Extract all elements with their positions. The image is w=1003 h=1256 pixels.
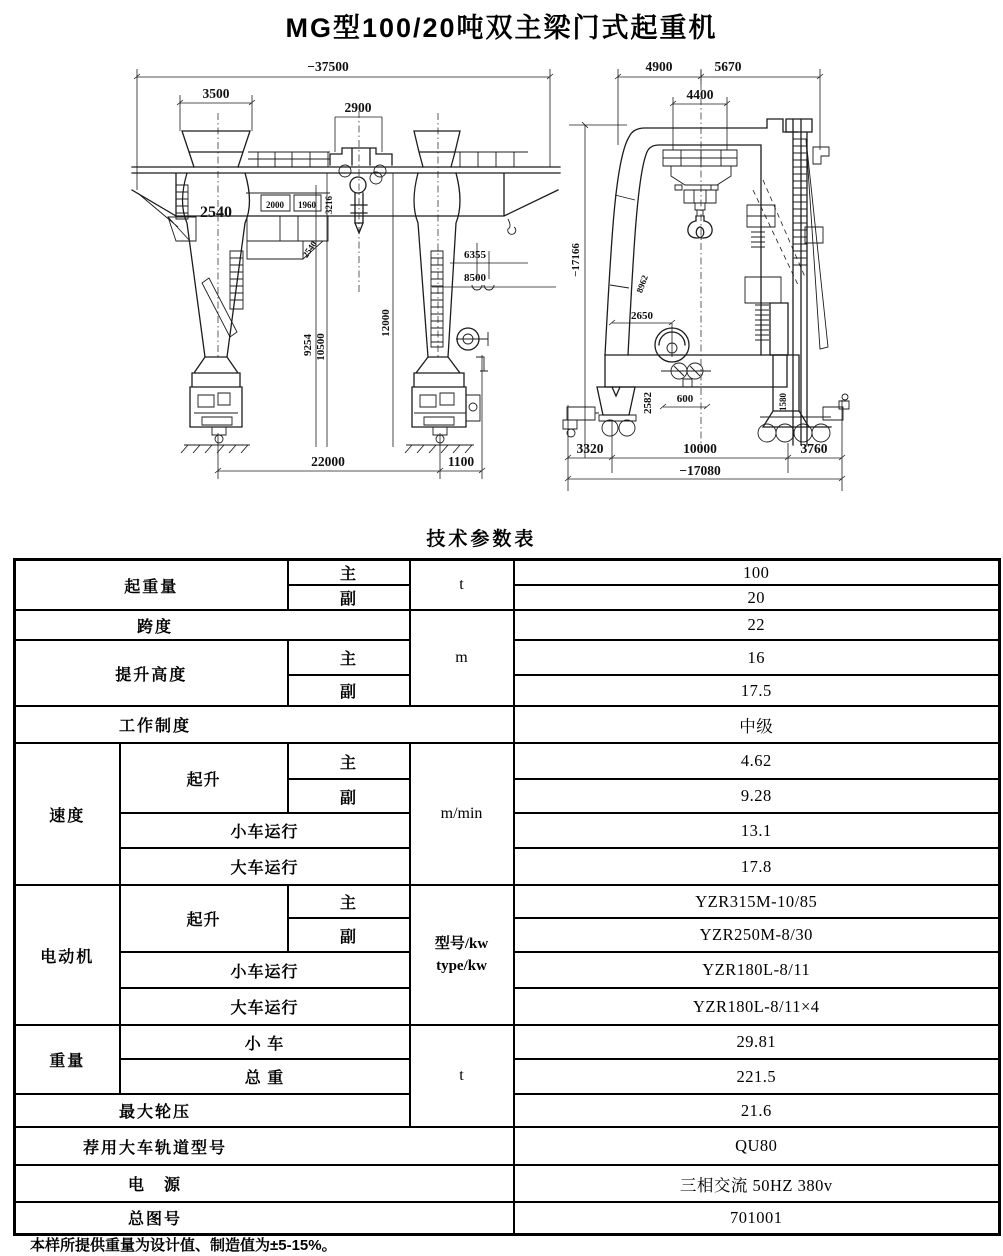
dim-5670: 5670 bbox=[714, 59, 742, 74]
unit-weight: t bbox=[410, 1025, 514, 1127]
dim-6355: 6355 bbox=[464, 249, 486, 261]
sub-label-motor-aux: 副 bbox=[288, 918, 410, 952]
value-weight-total: 221.5 bbox=[514, 1059, 1000, 1094]
dim-3320: 3320 bbox=[576, 441, 604, 456]
dim-2650: 2650 bbox=[631, 310, 653, 322]
sub-label-motor-trolley: 小车运行 bbox=[120, 952, 410, 988]
dim-total-height: −17166 bbox=[570, 243, 582, 277]
param-label-motor: 电动机 bbox=[15, 885, 120, 1025]
value-drawing-no: 701001 bbox=[514, 1202, 1000, 1234]
dim-9254: 9254 bbox=[302, 334, 314, 356]
dim-8500: 8500 bbox=[464, 272, 486, 284]
value-work-duty: 中级 bbox=[514, 706, 1000, 743]
value-lifting-main: 100 bbox=[514, 560, 1000, 586]
value-speed-hoist-main: 4.62 bbox=[514, 743, 1000, 779]
sub-label-speed-crane: 大车运行 bbox=[120, 848, 410, 885]
left-leg bbox=[140, 113, 250, 357]
dim-span: 22000 bbox=[311, 454, 345, 469]
dim-overall-length: −17080 bbox=[679, 463, 721, 478]
dim-box-a: 2000 bbox=[266, 200, 284, 210]
param-label-speed: 速度 bbox=[15, 743, 120, 885]
dim-brace: 2540 bbox=[300, 239, 319, 260]
param-label-work-duty: 工作制度 bbox=[15, 706, 514, 743]
dim-cap-width: 3500 bbox=[202, 86, 230, 101]
footnote: 本样所提供重量为设计值、制造值为±5-15%。 bbox=[30, 1237, 337, 1254]
dim-girder-depth: 3216 bbox=[324, 196, 334, 214]
value-motor-hoist-aux: YZR250M-8/30 bbox=[514, 918, 1000, 952]
bogies-and-ground bbox=[181, 357, 480, 453]
param-label-weight: 重量 bbox=[15, 1025, 120, 1094]
side-dim-lines bbox=[565, 59, 845, 491]
front-elevation-drawing bbox=[130, 55, 562, 497]
value-speed-crane: 17.8 bbox=[514, 848, 1000, 885]
dim-10000: 10000 bbox=[683, 441, 717, 456]
value-height-aux: 17.5 bbox=[514, 675, 1000, 706]
sub-label-motor-hoist: 起升 bbox=[120, 885, 288, 952]
axles-side bbox=[661, 363, 711, 387]
unit-motor bbox=[410, 885, 514, 1025]
value-rail-type: QU80 bbox=[514, 1127, 1000, 1165]
rope-drum bbox=[456, 328, 488, 371]
value-motor-trolley: YZR180L-8/11 bbox=[514, 952, 1000, 988]
value-weight-trolley: 29.81 bbox=[514, 1025, 1000, 1059]
sub-label-speed-aux: 副 bbox=[288, 779, 410, 813]
dim-leg-width: 2540 bbox=[200, 204, 232, 221]
sub-label-aux: 副 bbox=[288, 585, 410, 610]
dim-10500: 10500 bbox=[315, 333, 327, 361]
page-title: MG型100/20吨双主梁门式起重机 bbox=[285, 13, 718, 43]
param-label-lifting-height: 提升高度 bbox=[15, 640, 288, 706]
param-label-rail-type: 荐用大车轨道型号 bbox=[15, 1127, 514, 1165]
dim-3760: 3760 bbox=[800, 441, 828, 456]
sub-label-height-main: 主 bbox=[288, 640, 410, 675]
dim-end-offset: 1100 bbox=[447, 454, 475, 469]
table-title: 技术参数表 bbox=[426, 529, 537, 550]
dim-4900: 4900 bbox=[645, 59, 673, 74]
unit-motor-line1: 型号/kw bbox=[434, 935, 489, 952]
param-label-drawing-no: 总图号 bbox=[15, 1202, 514, 1234]
sub-label-motor-crane: 大车运行 bbox=[120, 988, 410, 1025]
sub-label-speed-trolley: 小车运行 bbox=[120, 813, 410, 848]
dim-overall-width: −37500 bbox=[307, 59, 349, 74]
unit-speed: m/min bbox=[410, 743, 514, 885]
value-span: 22 bbox=[514, 610, 1000, 640]
param-label-span: 跨度 bbox=[15, 610, 410, 640]
unit-motor-line2: type/kw bbox=[436, 958, 487, 974]
param-label-max-wheel-load: 最大轮压 bbox=[15, 1094, 410, 1127]
right-leg bbox=[414, 113, 460, 357]
dim-trolley-gauge: 2900 bbox=[344, 100, 372, 115]
value-height-main: 16 bbox=[514, 640, 1000, 675]
dim-2582: 2582 bbox=[642, 392, 654, 414]
dim-600: 600 bbox=[676, 393, 694, 405]
dim-box-b: 1960 bbox=[298, 200, 316, 210]
parameter-table bbox=[13, 558, 1001, 1236]
sub-label-main: 主 bbox=[288, 560, 410, 586]
param-label-lifting-capacity: 起重量 bbox=[15, 560, 288, 611]
value-speed-trolley: 13.1 bbox=[514, 813, 1000, 848]
unit-lifting: t bbox=[410, 560, 514, 611]
bogies-side bbox=[563, 355, 849, 442]
sub-label-speed-main: 主 bbox=[288, 743, 410, 779]
param-label-power-supply: 电 源 bbox=[15, 1165, 514, 1202]
dim-4400: 4400 bbox=[686, 87, 714, 102]
front-dim-lines bbox=[134, 59, 556, 479]
value-motor-hoist-main: YZR315M-10/85 bbox=[514, 885, 1000, 918]
value-max-wheel-load: 21.6 bbox=[514, 1094, 1000, 1127]
value-power-supply: 三相交流 50HZ 380v bbox=[514, 1165, 1000, 1202]
sub-label-weight-trolley: 小 车 bbox=[120, 1025, 410, 1059]
trolley bbox=[330, 111, 392, 293]
sub-label-speed-hoist: 起升 bbox=[120, 743, 288, 813]
dim-slant: 8962 bbox=[634, 273, 650, 295]
value-lifting-aux: 20 bbox=[514, 585, 1000, 610]
sub-label-motor-main: 主 bbox=[288, 885, 410, 918]
value-motor-crane: YZR180L-8/11×4 bbox=[514, 988, 1000, 1025]
machinery-house bbox=[246, 193, 334, 260]
side-elevation-drawing bbox=[555, 55, 1003, 497]
dim-1580: 1580 bbox=[778, 393, 788, 411]
trolley-side bbox=[663, 150, 737, 238]
value-speed-hoist-aux: 9.28 bbox=[514, 779, 1000, 813]
sub-label-height-aux: 副 bbox=[288, 675, 410, 706]
sub-label-weight-total: 总 重 bbox=[120, 1059, 410, 1094]
dim-12000: 12000 bbox=[380, 309, 392, 337]
unit-height: m bbox=[410, 610, 514, 706]
